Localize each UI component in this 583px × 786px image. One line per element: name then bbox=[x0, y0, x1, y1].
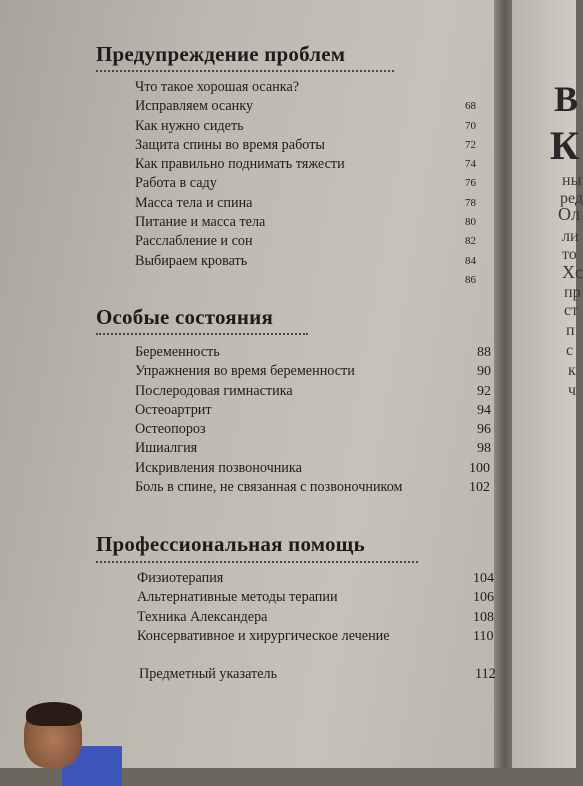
toc-entry-label: Расслабление и сон bbox=[135, 233, 253, 250]
toc-entry[interactable] bbox=[137, 608, 494, 627]
title-dotted-rule bbox=[96, 70, 394, 72]
toc-entry[interactable] bbox=[135, 439, 491, 458]
right-page-text: ли bbox=[562, 228, 579, 245]
toc-entry[interactable] bbox=[137, 569, 494, 588]
toc-entry[interactable] bbox=[137, 627, 494, 646]
toc-entry-page: 84 bbox=[465, 254, 476, 267]
toc-entry[interactable] bbox=[135, 382, 491, 401]
right-page-text: Хс bbox=[562, 262, 583, 282]
toc-entry-page: 104 bbox=[473, 571, 494, 586]
toc-entry-label: Питание и масса тела bbox=[135, 214, 266, 231]
toc-entry-label: Масса тела и спина bbox=[135, 194, 253, 211]
toc-entry-page: 70 bbox=[465, 119, 476, 132]
toc-entry-label: Искривления позвоночника bbox=[135, 459, 302, 476]
toc-entry-label: Консервативное и хирургическое лечение bbox=[137, 627, 390, 644]
toc-entry-label: Остеопороз bbox=[135, 421, 206, 438]
toc-entry-label: Работа в саду bbox=[135, 175, 217, 192]
toc-entry[interactable] bbox=[135, 420, 491, 439]
toc-entry[interactable] bbox=[135, 155, 476, 174]
author-photo bbox=[0, 700, 110, 768]
toc-list-prevention bbox=[135, 78, 476, 286]
toc-list-special-conditions bbox=[135, 343, 491, 497]
toc-entry[interactable] bbox=[135, 401, 491, 420]
section-title-prevention: Предупреждение проблем bbox=[96, 42, 346, 66]
toc-entry-label: Предметный указатель bbox=[139, 666, 278, 682]
toc-entry-label: Как правильно поднимать тяжести bbox=[135, 156, 345, 173]
toc-entry[interactable] bbox=[135, 478, 490, 497]
toc-entry-label: Ишиалгия bbox=[135, 440, 198, 457]
right-page bbox=[512, 0, 583, 768]
toc-entry[interactable] bbox=[135, 97, 476, 116]
title-dotted-rule bbox=[96, 561, 418, 563]
title-dotted-rule bbox=[96, 333, 308, 335]
toc-entry[interactable] bbox=[135, 174, 476, 193]
toc-entry[interactable] bbox=[135, 252, 476, 271]
toc-entry-page: 82 bbox=[465, 235, 476, 248]
toc-entry-page: 100 bbox=[469, 460, 490, 476]
toc-entry-page: 98 bbox=[477, 441, 491, 457]
toc-entry-page: 88 bbox=[477, 345, 491, 360]
toc-entry[interactable] bbox=[135, 117, 476, 136]
toc-entry-label: Исправляем осанку bbox=[135, 98, 254, 115]
toc-entry-index[interactable] bbox=[139, 665, 499, 684]
toc-entry-label: Послеродовая гимнастика bbox=[135, 382, 293, 399]
toc-entry[interactable] bbox=[135, 78, 345, 97]
toc-entry[interactable] bbox=[135, 459, 490, 478]
right-page-text: к bbox=[568, 362, 576, 379]
toc-entry-label: Выбираем кровать bbox=[135, 252, 248, 269]
toc-entry-label: Боль в спине, не связанная с позвоночником bbox=[135, 479, 403, 496]
right-page-heading-2: К bbox=[550, 123, 580, 168]
toc-entry-page: 74 bbox=[465, 158, 476, 171]
toc-entry-page: 78 bbox=[465, 196, 476, 209]
toc-entry-page: 94 bbox=[477, 402, 491, 418]
right-page-text: то bbox=[562, 246, 577, 263]
toc-entry-page: 108 bbox=[473, 609, 494, 625]
toc-entry-label: Что такое хорошая осанка? bbox=[135, 79, 300, 95]
toc-entry[interactable] bbox=[135, 194, 476, 213]
toc-entry-page: 106 bbox=[473, 590, 494, 606]
toc-entry[interactable] bbox=[135, 136, 476, 155]
right-page-text: Ол bbox=[558, 204, 580, 224]
toc-entry-page: 68 bbox=[465, 100, 476, 113]
toc-entry-page: 92 bbox=[477, 383, 491, 399]
toc-entry-label: Остеоартрит bbox=[135, 401, 212, 418]
toc-entry-page: 102 bbox=[469, 480, 490, 496]
right-page-text: ст bbox=[564, 302, 579, 319]
right-page-text: ред bbox=[560, 190, 583, 207]
right-page-text: ны bbox=[562, 172, 582, 189]
toc-entry-page: 72 bbox=[465, 138, 476, 151]
right-page-heading-1: В bbox=[554, 79, 579, 119]
right-page-text: пр bbox=[564, 284, 581, 301]
toc-entry[interactable] bbox=[135, 213, 476, 232]
right-page-text: ч bbox=[568, 382, 577, 399]
toc-entry[interactable] bbox=[135, 362, 491, 381]
toc-entry-page: 76 bbox=[465, 177, 476, 190]
toc-entry-page: 110 bbox=[473, 628, 494, 644]
toc-entry-label: Как нужно сидеть bbox=[135, 117, 244, 134]
toc-list-professional-help bbox=[137, 569, 494, 646]
toc-entry-label: Упражнения во время беременности bbox=[135, 363, 355, 380]
toc-entry[interactable] bbox=[135, 343, 491, 362]
toc-entry-label: Защита спины во время работы bbox=[135, 136, 325, 153]
book-gutter bbox=[494, 0, 512, 768]
right-page-text: с bbox=[566, 342, 574, 359]
right-page-text: п bbox=[566, 322, 575, 339]
toc-entry[interactable] bbox=[137, 588, 494, 607]
toc-entry-page: 80 bbox=[465, 216, 476, 229]
toc-entry-page: 90 bbox=[477, 364, 491, 380]
toc-entry-page: 96 bbox=[477, 422, 491, 438]
toc-entry[interactable] bbox=[135, 232, 476, 251]
toc-entry-label: Физиотерапия bbox=[137, 570, 224, 586]
section-title-professional-help: Профессиональная помощь bbox=[96, 532, 365, 556]
toc-entry-label: Техника Александера bbox=[137, 608, 268, 625]
toc-entry-label: Альтернативные методы терапии bbox=[137, 589, 338, 606]
section-title-special-conditions: Особые состояния bbox=[96, 305, 274, 329]
toc-entry-page: 86 bbox=[465, 273, 476, 286]
toc-entry-page: 112 bbox=[475, 666, 496, 682]
toc-entry-label: Беременность bbox=[135, 344, 220, 360]
